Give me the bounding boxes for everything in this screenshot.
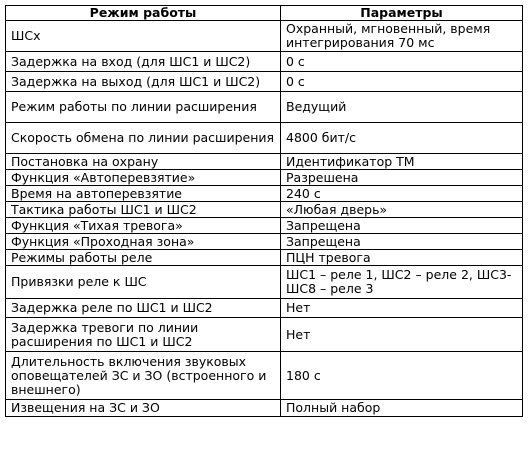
param-cell [281,21,523,52]
param-cell [281,202,523,218]
mode-text: Время на автоперевзятие [11,185,183,201]
table-row [6,186,523,202]
param-text: Запрещена [286,233,361,249]
param-text: ШС1 – реле 1, ШС2 – реле 2, ШС3-ШС8 – реле 3 [286,267,512,296]
param-cell [281,123,523,154]
mode-text: Задержка тревоги по линии расширения по ШС1 и ШС2 [11,319,199,349]
param-cell [281,154,523,170]
mode-text: Режим работы по линии расширения [11,99,257,114]
param-text: ПЦН тревога [286,249,371,265]
table-row [6,202,523,218]
param-cell [281,352,523,400]
mode-cell [6,250,281,266]
mode-text: Функция «Проходная зона» [11,233,195,249]
table-row [6,92,523,123]
header-params: Параметры [281,6,523,21]
mode-text: Функция «Автоперевзятие» [11,169,196,185]
table-row [6,154,523,170]
param-cell [281,72,523,92]
mode-text: Функция «Тихая тревога» [11,217,183,233]
param-text: 4800 бит/с [286,130,356,145]
param-cell [281,250,523,266]
param-text: Полный набор [286,400,381,415]
table-row [6,123,523,154]
mode-cell [6,299,281,318]
mode-cell [6,218,281,234]
mode-cell [6,52,281,72]
param-cell [281,318,523,352]
mode-text: Тактика работы ШС1 и ШС2 [11,201,197,217]
param-cell [281,299,523,318]
mode-text: Длительность включения звуковых оповещателей ЗС и ЗО (встроенного и внешнего) [11,353,267,397]
mode-text: Задержка реле по ШС1 и ШС2 [11,300,213,315]
table-row [6,318,523,352]
mode-text: Задержка на вход (для ШС1 и ШС2) [11,53,251,69]
mode-cell [6,318,281,352]
param-text: 0 с [286,73,305,89]
mode-cell [6,202,281,218]
param-text: Нет [286,300,311,315]
table-row [6,250,523,266]
mode-cell [6,170,281,186]
param-text: 180 с [286,367,321,383]
table-row [6,21,523,52]
table-row [6,400,523,417]
table-header-row [6,6,523,21]
param-text: Идентификатор ТМ [286,153,415,169]
table-row [6,266,523,299]
param-cell [281,266,523,299]
mode-cell [6,266,281,299]
table-row [6,299,523,318]
mode-text: Режимы работы реле [11,249,153,265]
table-row [6,218,523,234]
mode-cell [6,400,281,417]
mode-text: Извещения на ЗС и ЗО [11,400,160,415]
mode-cell [6,21,281,52]
param-cell [281,218,523,234]
mode-cell [6,72,281,92]
param-cell [281,92,523,123]
param-text: «Любая дверь» [286,201,388,217]
param-text: 240 с [286,185,321,201]
param-cell [281,170,523,186]
param-text: 0 с [286,53,305,69]
mode-cell [6,123,281,154]
settings-table [5,5,523,417]
table-row [6,234,523,250]
mode-text: ШСх [11,28,41,43]
mode-cell [6,234,281,250]
mode-cell [6,352,281,400]
param-text: Запрещена [286,217,361,233]
param-text: Разрешена [286,169,359,185]
mode-text: Задержка на выход (для ШС1 и ШС2) [11,73,261,89]
mode-cell [6,154,281,170]
mode-text: Скорость обмена по линии расширения [11,130,275,145]
param-cell [281,400,523,417]
param-text: Нет [286,326,311,342]
param-cell [281,186,523,202]
param-text: Охранный, мгновенный, время интегрирования 70 мс [286,21,491,50]
mode-cell [6,92,281,123]
param-cell [281,234,523,250]
mode-text: Постановка на охрану [11,153,159,169]
table-row [6,52,523,72]
table-row [6,170,523,186]
param-cell [281,52,523,72]
param-text: Ведущий [286,99,347,114]
table-row [6,72,523,92]
mode-cell [6,186,281,202]
header-mode: Режим работы [6,6,281,21]
table-row [6,352,523,400]
mode-text: Привязки реле к ШС [11,274,147,289]
